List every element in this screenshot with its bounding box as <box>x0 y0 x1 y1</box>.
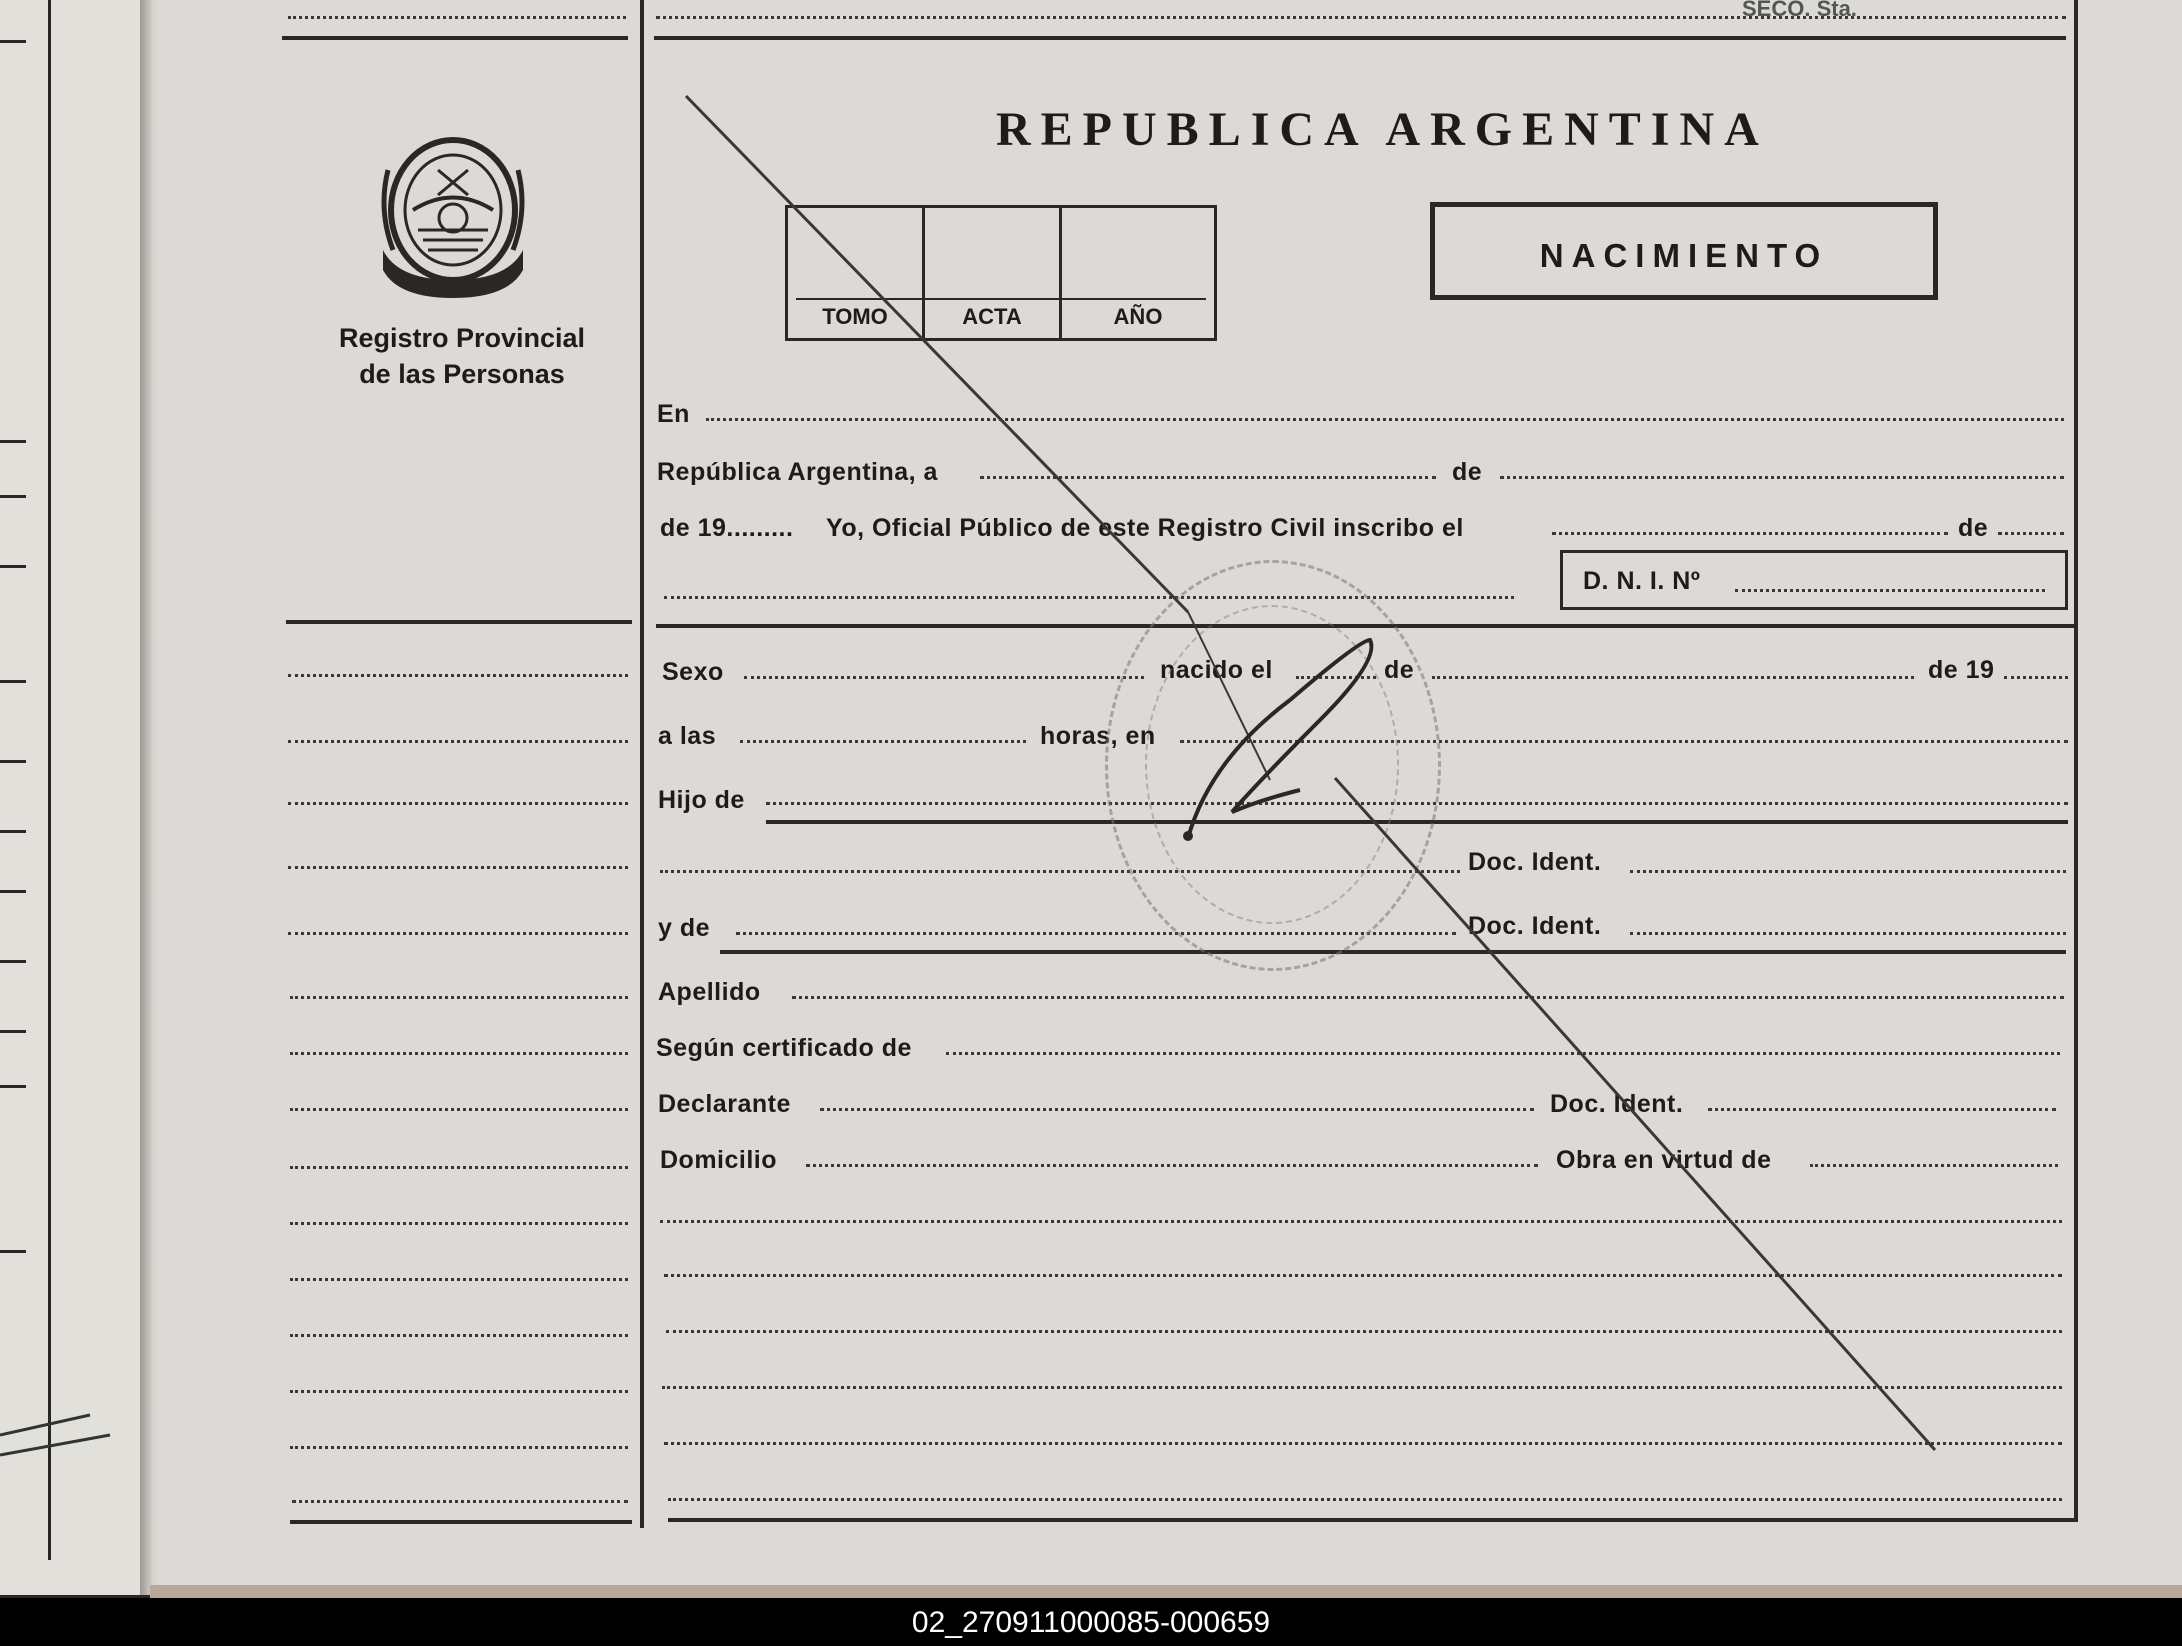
a-las-label: a las <box>658 722 717 750</box>
republica-label: República Argentina, a <box>657 458 938 486</box>
country-title: REPUBLICA ARGENTINA <box>996 103 1769 156</box>
sexo-label: Sexo <box>662 658 724 686</box>
dni-label: D. N. I. Nº <box>1583 567 1701 595</box>
registry-line-2: de las Personas <box>359 359 565 389</box>
nacido-label: nacido el <box>1160 656 1273 684</box>
yo-label: Yo, Oficial Público de este Registro Civil inscribo el <box>826 514 1464 542</box>
registry-line-1: Registro Provincial <box>338 323 586 353</box>
apellido-label: Apellido <box>658 978 761 1006</box>
doc-ident-label-2: Doc. Ident. <box>1468 912 1602 940</box>
top-stamp-text: SECO. Sta. <box>1742 0 1857 21</box>
cancel-stroke-upper <box>686 96 1188 612</box>
doc-ident-label-1: Doc. Ident. <box>1468 848 1602 876</box>
anio-label: AÑO <box>1113 304 1163 329</box>
obra-label: Obra en virtud de <box>1556 1146 1772 1174</box>
horas-label: horas, en <box>1040 722 1156 750</box>
image-footer <box>0 1598 2182 1646</box>
domicilio-label: Domicilio <box>660 1146 778 1174</box>
image-code: 02_270911000085-000659 <box>911 1606 1271 1639</box>
acta-label: ACTA <box>962 304 1022 329</box>
de-short-label: de <box>1384 656 1415 684</box>
de-label-2: de <box>1958 514 1989 542</box>
cancel-stroke-lower <box>1335 778 1935 1450</box>
y-de-label: y de <box>658 914 711 942</box>
en-label: En <box>657 400 690 428</box>
de19-label: de 19......... <box>660 514 794 542</box>
declarante-label: Declarante <box>658 1090 791 1118</box>
de19-end-label: de 19 <box>1928 656 1995 684</box>
tomo-label: TOMO <box>822 304 888 329</box>
certificate-type: NACIMIENTO <box>1539 237 1829 274</box>
doc-ident-label-3: Doc. Ident. <box>1550 1090 1684 1118</box>
hijo-label: Hijo de <box>658 786 745 814</box>
de-label: de <box>1452 458 1483 486</box>
segun-label: Según certificado de <box>656 1034 912 1062</box>
